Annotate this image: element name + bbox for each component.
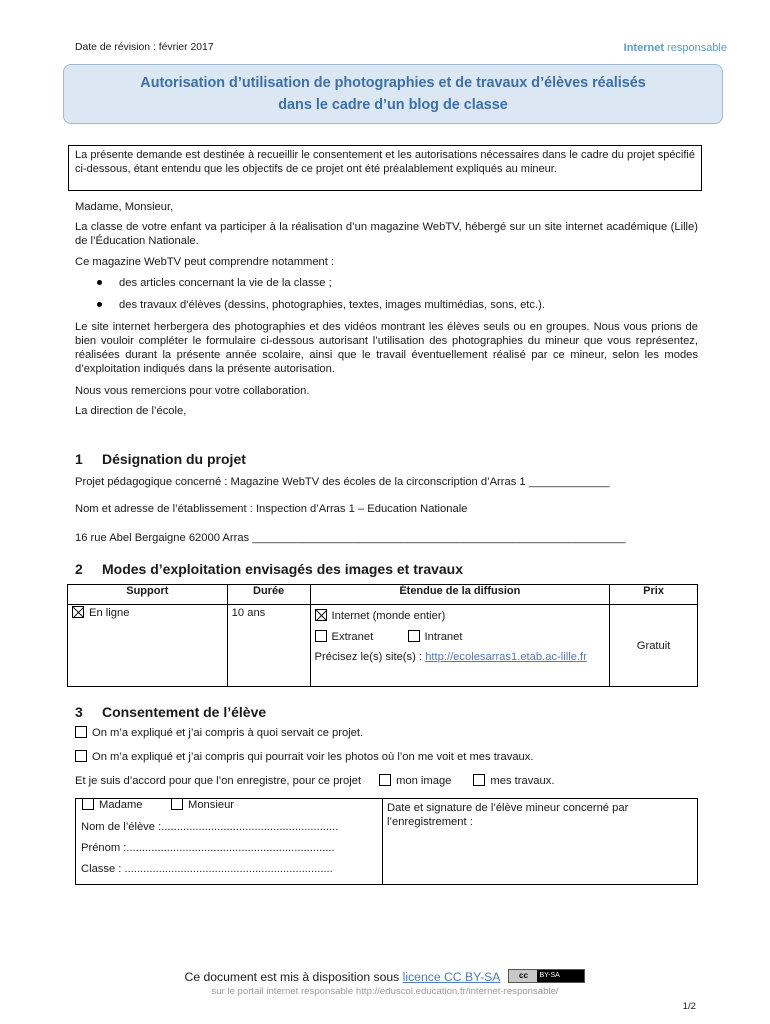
letter-signature: La direction de l’école, (75, 405, 187, 417)
consent-2-checkbox[interactable] (75, 750, 87, 762)
brand-rest: responsable (664, 42, 727, 54)
page-header (75, 42, 727, 58)
letter-paragraph-3: Le site internet herbergera des photographies et des vidéos montrant les élèves seuls ou en groupes. Nous vous prions de bien vouloir compléter le formulaire ci-dessous autorisant l’utilisation des photographies du mineur que vous représentez, réalisées durant la présente année scolaire, ainsi que le travail éventuellement réalisé par ce mineur, selon les modes d’exploitation indiqués dans la présente autorisation. (75, 321, 698, 375)
greeting: Madame, Monsieur, (75, 201, 174, 213)
classe-field[interactable]: Classe : ................................................................... (81, 863, 333, 875)
section-2-heading: 2 Modes d’exploitation envisagés des images et travaux (75, 561, 464, 577)
section-3-heading: 3 Consentement de l’élève (75, 704, 267, 720)
revision-date: Date de révision : février 2017 (75, 42, 214, 53)
document-title (63, 64, 723, 124)
cc-by-sa-icon: cc BY-SA (508, 969, 585, 983)
list-item: des travaux d’élèves (dessins, photographies, textes, images multimédias, sons, etc.). (97, 299, 545, 311)
title-line-1: Autorisation d’utilisation de photographies et de travaux d’élèves réalisés (140, 75, 646, 91)
letter-paragraph-1: La classe de votre enfant va participer à la réalisation d’un magazine WebTV, hébergé sur un site internet académique (Lille) de l’Éducation Nationale. (75, 221, 698, 247)
col-etendue: Étendue de la diffusion (310, 585, 610, 605)
accord-line: Et je suis d’accord pour que l’on enregistre, pour ce projet mon image mes travaux. (75, 775, 555, 787)
extranet-checkbox[interactable] (315, 630, 327, 642)
bullet-icon (97, 280, 102, 285)
mon-image-checkbox[interactable] (379, 774, 391, 786)
page-number: 1/2 (682, 1001, 696, 1012)
adresse-field[interactable]: 16 rue Abel Bergaigne 62000 Arras ____________________________________________________________ (75, 532, 626, 544)
intranet-checkbox[interactable] (408, 630, 420, 642)
consent-1: On m’a expliqué et j’ai compris à quoi servait ce projet. (75, 727, 363, 739)
exploitation-table (67, 584, 698, 687)
prix-cell: Gratuit (610, 605, 698, 687)
precisez-label: Précisez le(s) site(s) : (314, 651, 426, 663)
license-notice: Ce document est mis à disposition sous licence CC BY-SA cc BY-SA (0, 970, 770, 985)
mes-travaux-checkbox[interactable] (473, 774, 485, 786)
consent-2: On m’a expliqué et j’ai compris qui pourrait voir les photos où l’on me voit et mes travaux. (75, 751, 534, 763)
projet-field[interactable]: Projet pédagogique concerné : Magazine WebTV des écoles de la circonscription d’Arras 1 _____________ (75, 476, 610, 488)
section-1-heading: 1 Désignation du projet (75, 451, 246, 467)
col-support: Support (68, 585, 228, 605)
prenom-field[interactable]: Prénom :................................................................... (81, 842, 335, 854)
letter-paragraph-2: Ce magazine WebTV peut comprendre notamment : (75, 256, 335, 268)
list-item: des articles concernant la vie de la classe ; (97, 277, 332, 289)
student-form (75, 798, 698, 885)
site-link[interactable]: http://ecolesarras1.etab.ac-lille.fr (425, 651, 587, 663)
etablissement-field[interactable]: Nom et adresse de l’établissement : Inspection d’Arras 1 – Education Nationale (75, 503, 468, 515)
letter-paragraph-4: Nous vous remercions pour votre collaboration. (75, 385, 310, 397)
madame-checkbox[interactable] (82, 798, 94, 810)
bullet-icon (97, 302, 102, 307)
brand-logo (624, 42, 727, 54)
student-identity: Madame Monsieur Nom de l’élève :......................................................... Prénom :................................................................... Classe : ................................................................... (76, 799, 383, 884)
brand-bold: Internet (623, 42, 664, 54)
nom-field[interactable]: Nom de l’élève :......................................................... (81, 821, 339, 833)
col-prix: Prix (610, 585, 698, 605)
title-line-2: dans le cadre d’un blog de classe (278, 97, 508, 113)
support-cell: En ligne (68, 605, 228, 687)
internet-checkbox[interactable] (315, 609, 327, 621)
duree-cell: 10 ans (227, 605, 310, 687)
signature-area[interactable]: Date et signature de l’élève mineur concerné par l’enregistrement : (387, 802, 629, 828)
col-duree: Durée (227, 585, 310, 605)
consent-1-checkbox[interactable] (75, 726, 87, 738)
portal-notice: sur le portail internet responsable http://eduscol.education.fr/internet-responsable/ (211, 986, 559, 997)
monsieur-checkbox[interactable] (171, 798, 183, 810)
en-ligne-checkbox[interactable] (72, 606, 84, 618)
intro-box: La présente demande est destinée à recueillir le consentement et les autorisations nécessaires dans le cadre du projet spécifié ci-dessous, étant entendu que les objectifs de ce projet ont été préalablement expliqués au mineur. (68, 145, 702, 191)
licence-link[interactable]: licence CC BY-SA (402, 970, 501, 984)
etendue-cell: Internet (monde entier) Extranet Intranet Précisez le(s) site(s) : http://ecolesarras1.etab.ac-lille.fr (310, 605, 610, 687)
